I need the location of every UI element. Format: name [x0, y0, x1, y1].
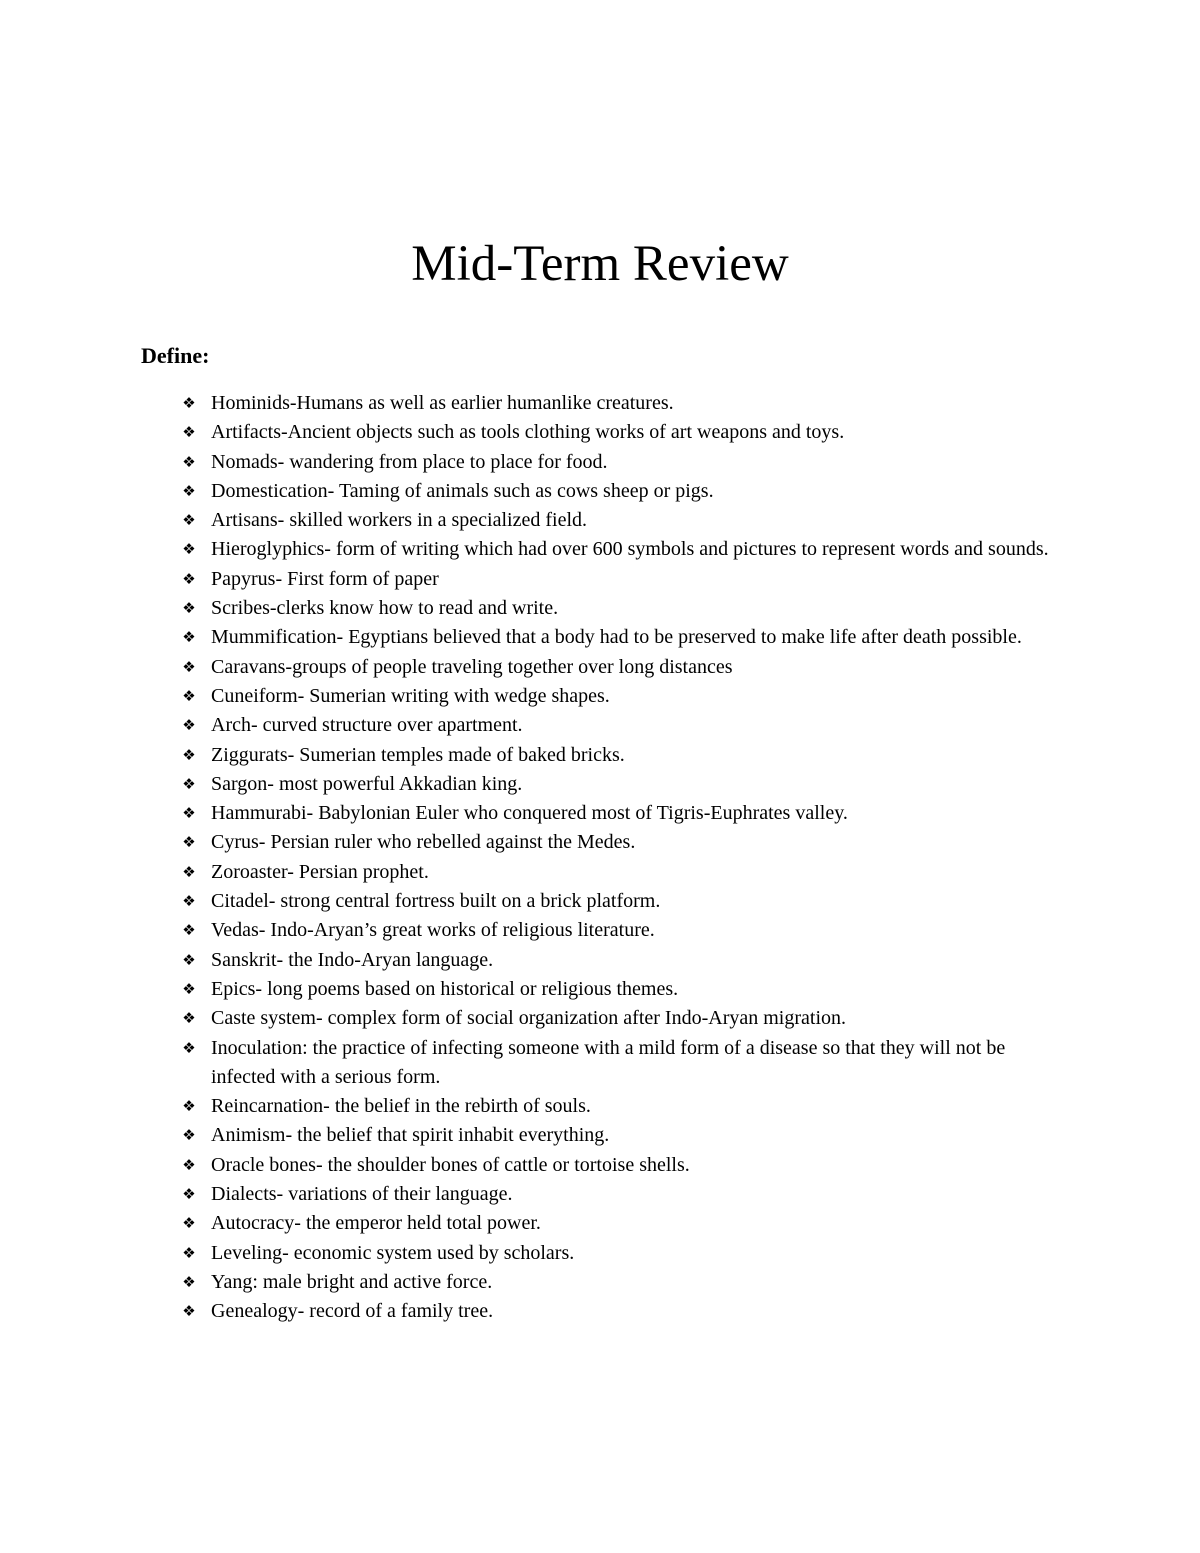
diamond-bullet-icon: ❖	[182, 979, 196, 998]
diamond-bullet-icon: ❖	[182, 394, 196, 412]
diamond-bullet-icon: ❖	[182, 628, 196, 647]
list-item	[178, 770, 1058, 799]
list-item	[178, 1121, 1058, 1150]
definition-text: Hominids-Humans as well as earlier humanlike creatures.	[211, 392, 674, 414]
definition-text: Oracle bones- the shoulder bones of cattle or tortoise shells.	[211, 1153, 690, 1176]
diamond-bullet-icon: ❖	[182, 950, 196, 969]
definition-text: Artisans- skilled workers in a specialized field.	[211, 509, 587, 532]
list-item	[178, 711, 1058, 740]
list-item	[178, 799, 1058, 828]
diamond-bullet-icon: ❖	[182, 540, 196, 559]
definition-text: Caravans-groups of people traveling together over long distances	[211, 655, 733, 678]
definition-text: Leveling- economic system used by scholars.	[211, 1241, 575, 1264]
list-item	[178, 389, 1058, 418]
list-item	[178, 1297, 1058, 1326]
list-item	[178, 477, 1058, 506]
list-item	[178, 535, 1058, 564]
definition-text: Caste system- complex form of social organization after Indo-Aryan migration.	[211, 1007, 846, 1030]
diamond-bullet-icon: ❖	[182, 657, 196, 676]
diamond-bullet-icon: ❖	[182, 804, 196, 823]
definition-text: Hammurabi- Babylonian Euler who conquered most of Tigris-Euphrates valley.	[211, 802, 848, 825]
diamond-bullet-icon: ❖	[182, 921, 196, 940]
diamond-bullet-icon: ❖	[182, 1185, 196, 1204]
list-item	[178, 1151, 1058, 1180]
list-item	[178, 565, 1058, 594]
list-item	[178, 741, 1058, 770]
list-item	[178, 1239, 1058, 1268]
list-item	[178, 858, 1058, 887]
diamond-bullet-icon: ❖	[182, 599, 196, 618]
diamond-bullet-icon: ❖	[182, 1126, 196, 1145]
definition-text: Inoculation: the practice of infecting someone with a mild form of a disease so that they will not be infected with a serious form.	[211, 1036, 1006, 1088]
definition-text: Vedas- Indo-Aryan’s great works of religious literature.	[211, 919, 655, 942]
definition-text: Sanskrit- the Indo-Aryan language.	[211, 948, 494, 971]
diamond-bullet-icon: ❖	[182, 569, 196, 588]
diamond-bullet-icon: ❖	[182, 423, 196, 442]
definition-text: Autocracy- the emperor held total power.	[211, 1212, 541, 1235]
diamond-bullet-icon: ❖	[182, 1272, 196, 1291]
definition-text: Epics- long poems based on historical or religious themes.	[211, 977, 679, 1000]
diamond-bullet-icon: ❖	[182, 1155, 196, 1174]
definition-text: Artifacts-Ancient objects such as tools clothing works of art weapons and toys.	[211, 421, 845, 444]
diamond-bullet-icon: ❖	[182, 1243, 196, 1262]
list-item	[178, 1268, 1058, 1297]
definition-text: Animism- the belief that spirit inhabit everything.	[211, 1124, 610, 1147]
definition-text: Dialects- variations of their language.	[211, 1183, 513, 1206]
page-title: Mid-Term Review	[411, 236, 789, 292]
definition-text: Nomads- wandering from place to place for food.	[211, 450, 608, 473]
section-label-define: Define:	[141, 343, 210, 368]
diamond-bullet-icon: ❖	[182, 686, 196, 705]
list-item	[178, 1034, 1058, 1093]
list-item	[178, 828, 1058, 857]
definition-text: Papyrus- First form of paper	[211, 567, 439, 590]
diamond-bullet-icon: ❖	[182, 1214, 196, 1233]
list-item	[178, 594, 1058, 623]
list-item	[178, 1209, 1058, 1238]
definition-text: Sargon- most powerful Akkadian king.	[211, 772, 523, 795]
list-item	[178, 946, 1058, 975]
definition-text: Zoroaster- Persian prophet.	[211, 860, 429, 883]
definition-text: Domestication- Taming of animals such as cows sheep or pigs.	[211, 479, 714, 502]
definition-text: Scribes-clerks know how to read and write.	[211, 597, 559, 620]
diamond-bullet-icon: ❖	[182, 774, 196, 793]
diamond-bullet-icon: ❖	[182, 892, 196, 911]
diamond-bullet-icon: ❖	[182, 1038, 196, 1057]
list-item	[178, 887, 1058, 916]
list-item	[178, 1180, 1058, 1209]
diamond-bullet-icon: ❖	[182, 862, 196, 881]
list-item	[178, 1004, 1058, 1033]
list-item	[178, 916, 1058, 945]
diamond-bullet-icon: ❖	[182, 716, 196, 735]
diamond-bullet-icon: ❖	[182, 1302, 196, 1321]
diamond-bullet-icon: ❖	[182, 452, 196, 471]
list-item	[178, 653, 1058, 682]
diamond-bullet-icon: ❖	[182, 511, 196, 530]
definition-text: Genealogy- record of a family tree.	[211, 1300, 494, 1323]
list-item	[178, 506, 1058, 535]
diamond-bullet-icon: ❖	[182, 1009, 196, 1028]
definition-text: Cyrus- Persian ruler who rebelled against the Medes.	[211, 831, 636, 854]
definition-text: Arch- curved structure over apartment.	[211, 714, 523, 737]
list-item	[178, 1092, 1058, 1121]
definition-text: Yang: male bright and active force.	[211, 1270, 493, 1293]
definition-text: Hieroglyphics- form of writing which had over 600 symbols and pictures to represent words and sounds.	[211, 538, 1049, 561]
definition-list	[178, 389, 1058, 1327]
definition-text: Mummification- Egyptians believed that a body had to be preserved to make life after death possible.	[211, 626, 1022, 649]
diamond-bullet-icon: ❖	[182, 481, 196, 500]
list-item	[178, 975, 1058, 1004]
list-item	[178, 682, 1058, 711]
definition-text: Cuneiform- Sumerian writing with wedge shapes.	[211, 684, 610, 707]
definition-text: Citadel- strong central fortress built on a brick platform.	[211, 890, 661, 913]
list-item	[178, 623, 1058, 652]
list-item	[178, 448, 1058, 477]
list-item	[178, 418, 1058, 447]
diamond-bullet-icon: ❖	[182, 833, 196, 852]
diamond-bullet-icon: ❖	[182, 745, 196, 764]
definition-text: Reincarnation- the belief in the rebirth of souls.	[211, 1095, 591, 1118]
definition-text: Ziggurats- Sumerian temples made of baked bricks.	[211, 743, 625, 766]
diamond-bullet-icon: ❖	[182, 1097, 196, 1116]
